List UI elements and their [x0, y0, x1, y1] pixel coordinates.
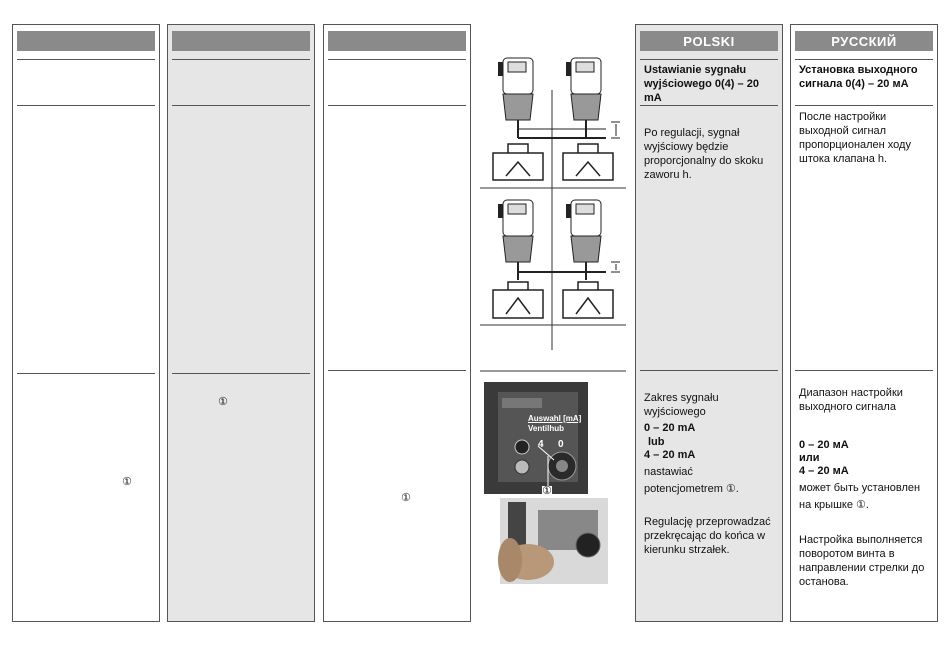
- column-russian: [790, 24, 938, 622]
- set-line-1: nastawiać: [644, 466, 693, 478]
- column-3: [323, 24, 471, 622]
- paragraph: Po regulacji, sygnał wyjściowy będzie proporcjonalny do skoku zaworu h.: [644, 127, 764, 181]
- set-line-2: на крышке ①.: [799, 499, 869, 511]
- divider: [172, 373, 310, 374]
- paragraph: После настройки выходной сигнал пропорционален ходу штока клапана h.: [799, 111, 911, 165]
- divider: [795, 59, 933, 60]
- set-line-2: potencjometrem ①.: [644, 483, 739, 495]
- range-or: lub: [648, 436, 665, 448]
- divider: [640, 105, 778, 106]
- stroke-label: Ventilhub: [528, 424, 564, 433]
- divider: [328, 105, 466, 106]
- valve-body-icon: [563, 282, 613, 318]
- divider: [17, 59, 155, 60]
- actuator-icon: [566, 200, 601, 280]
- paragraph: Настройка выполняется поворотом винта в направлении стрелки до останова.: [799, 534, 925, 588]
- divider: [795, 370, 933, 371]
- range-label: Zakres sygnału wyjściowego: [644, 392, 719, 418]
- column-polski: [635, 24, 783, 622]
- range-value-2: 4 – 20 мА: [799, 465, 849, 477]
- dial-right-label: 0: [558, 439, 564, 450]
- column-2: [167, 24, 315, 622]
- column-2-header: [172, 31, 310, 51]
- divider: [17, 105, 155, 106]
- set-line-1: может быть установлен: [799, 482, 921, 494]
- callout-marker: ①: [218, 396, 228, 408]
- column-3-header: [328, 31, 466, 51]
- actuator-icon: [498, 58, 533, 138]
- divider: [17, 373, 155, 374]
- actuator-icon: [498, 200, 533, 280]
- column-1: [12, 24, 160, 622]
- paragraph: Regulację przeprowadzać przekręcając do końca w kierunku strzałek.: [644, 516, 771, 556]
- language-header: POLSKI: [640, 31, 778, 51]
- range-value-1: 0 – 20 мА: [799, 439, 849, 451]
- actuator-icon: [566, 58, 601, 138]
- divider: [172, 59, 310, 60]
- callout-marker: ①: [542, 485, 552, 497]
- divider: [328, 59, 466, 60]
- divider: [640, 370, 778, 371]
- range-label: Диапазон настройки выходного сигнала: [799, 387, 903, 413]
- range-value-2: 4 – 20 mA: [644, 449, 696, 461]
- section-heading: Установка выходного сигнала 0(4) – 20 мА: [799, 64, 918, 90]
- column-1-header: [17, 31, 155, 51]
- callout-marker: ①: [401, 492, 411, 504]
- range-value-1: 0 – 20 mA: [644, 422, 696, 434]
- divider: [328, 370, 466, 371]
- divider: [795, 105, 933, 106]
- callout-marker: ①: [122, 476, 132, 488]
- dial-left-label: 4: [538, 439, 544, 450]
- screw-icon: [515, 460, 529, 474]
- language-header: РУССКИЙ: [795, 31, 933, 51]
- section-heading: Ustawianie sygnału wyjściowego 0(4) – 20 mA: [644, 64, 759, 104]
- select-label: Auswahl [mA]: [528, 414, 582, 423]
- divider: [640, 59, 778, 60]
- range-or: или: [799, 452, 820, 464]
- divider: [172, 105, 310, 106]
- figure-panel: [478, 40, 628, 600]
- valve-diagram: [478, 40, 628, 600]
- valve-body-icon: [493, 282, 543, 318]
